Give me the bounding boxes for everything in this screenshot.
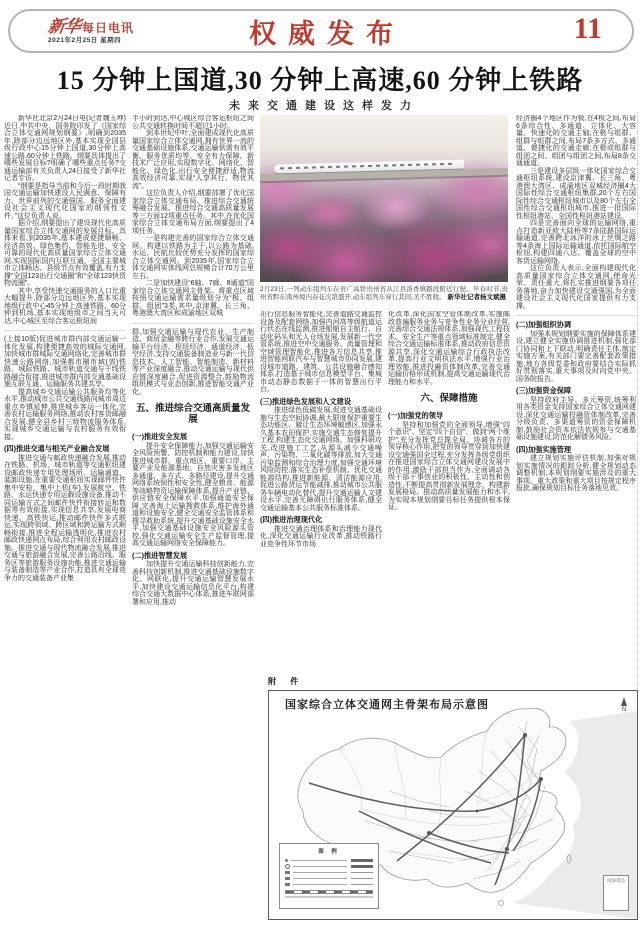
logo-block-text: 每日电讯 (82, 20, 135, 35)
article-paragraph: 新华社北京2月24日电(记者魏玉坤)近日,中共中央、国务院印发了《国家综合立体交通网规划纲要》,明确到2035年,除部分边远地区外,基本实现全国县级行政中心15分钟上国道,30分钟上高速公路,60分钟上铁路。纲要具体提出了哪些发展目标?明确了哪些重点任务?交通运输部有关负责人24日接受了新华社记者专访。 (4, 115, 126, 182)
article-paragraph: 提高城乡交通运输公共服务均等化水平,推动城市公共交通线路向城市周边重点乡镇延伸,推进城乡客运一体化,完善农村运输服务网络,推动农村客货邮融合发展,健全县乡村三级物流服务体系,实现城乡交通运输与农村服务有效衔接。 (4, 388, 126, 441)
article-column-3 (260, 311, 382, 675)
article-paragraph: 三是建设多层级一体化国家综合交通枢纽系统,建设京津冀、长三角、粤港澳大湾区、成渝地区双城经济圈4大国际性综合交通枢纽集群,20个左右国际性综合交通枢纽城市以及80个左右全国性综合交通枢纽城市,推进一批国际性枢纽港站、全国性枢纽港站建设。 (516, 167, 636, 220)
article-paragraph: 坚持和加强党的全面领导,增强“四个意识”、坚定“四个自信”、做到“两个维护”,充分发挥党总揽全局、协调各方的领导核心作用,把党的领导贯穿到加快建设交通强国全过程,充分发挥各级党组织在推进国家综合立体交通网建设发展中的作用,激励干部担当作为,全面调动各级干部干事创业的积极性、主动性和创造性,不断提高贯彻新发展理念、构建新发展格局、推动高质量发展能力和水平,为实现本规划纲要目标任务提供根本保证。 (388, 421, 510, 511)
article-paragraph: 二是加快建设“6轴、7廊、8通道”国家综合立体交通网主骨架。将重点区域按照交通运输需求量级划分为“极、组群、组团”3类,其中,京津冀、长三角、粤港澳大湾区和成渝地区双城 (132, 280, 254, 317)
article-paragraph: 半小时到达,中心城区综合客运枢纽之间公共交通转换时间不超过1小时。 (132, 115, 254, 130)
article-paragraph: 这位负责人表示,全面构建现代化高质量国家综合立体交通网,使命光荣、责任重大,将扎实推进纲要各项任务落地,奋力加快建设交通强国,为全面建设社会主义现代化国家提供有力支撑。 (516, 265, 636, 310)
article-paragraph: 推进交通与邮政快递融合发展,推动在铁路、机场、城市轨道等交通枢纽建设邮政快递专用处理场所、运输通道、装卸设施,在重要交通枢纽实现邮件快件集中安检、集中上机(车),发展航空、铁路、水运快递专用运载设施设备,推动不同运输方式之间邮件快件衔接转运和数据等有效衔接,实现信息共享,发展电商快递、高铁快运,推动邮件快件多式联运,实现跨领域、跨区域和跨运输方式顺畅衔接,推进全程运输透明化,推进农村邮政快递网点布局,综合利用农村邮政设施。推进交通与现代物流融合发展,推进交通与旅游融合发展,完善公路沿线、服务区等旅游服务设施功能,推进交通运输与装备制造等产业合作,打造具有全球竞争力的交通装备产业集 (4, 454, 126, 582)
photo-credit: 新华社记者杨文斌摄 (447, 294, 506, 301)
photo-caption-text: 2月23日,一列动车组列车在贵广高铁贵州省从江县洛香镇路段附近行驶。早春时节,贵州省黔东南州境内春花次第盛开,动车组列车穿行其间,美不胜收。 (260, 286, 508, 301)
article-paragraph: 其中,享受快速交通服务的人口比重大幅提升,除部分边远地区外,基本实现地级行政中心45分钟上高速铁路、60分钟到机场,基本实现地级市之间当天可达,中心城区至综合客运枢纽间 (4, 287, 126, 325)
section-title: 权威发布 (249, 18, 405, 49)
article-paragraph: 推进绿色低碳发展,促进交通基础设施与生态空间协调,最大限度保护重要生态功能区、避让生态环境敏感区,加强永久基本农田保护,实施交通生态修复提升工程,构建生态化交通网络。加强科研攻关,改进施工工艺,从源头减少交通噪声、污染物、二氧化碳等排放,加大交通污染监测和综合治理力度,加强交通环境风险防控,落实生态补偿机制。优化交通能源结构,推进新能源、清洁能源应用,促进公路货运节能减排,推动城市公共服务车辆电动化替代,提升交通运输人文建设水平,完善无障碍出行服务体系,健全交通运输基本公共服务标准体系。 (260, 407, 382, 512)
map-legend-title: 图 例 (318, 849, 340, 855)
article-paragraph: 这位负责人介绍,纲要部署了优化国家综合立体交通布局、推进综合交通统筹融合发展、推进综合交通高质量发展等三方面12项重点任务。其中,在优化国家综合立体交通布局方面,纲要提出了4项任务。 (132, 190, 254, 235)
subsection-heading: (四)加强实施管理 (516, 444, 572, 454)
north-arrow-icon: N (621, 697, 627, 713)
subsection-heading: (二)推进智慧发展 (132, 550, 188, 560)
article-paragraph: 加强本规划纲要实施的保障体系建设,建立健全实施协调推进机制,强化部门协同和上下联动,明确责任主体,制定实施方案,有关部门要完善配套政策措施,地方各级党委和政府要结合实际抓好贯彻落实,重大事项及时向党中央、国务院报告。 (516, 330, 636, 383)
subsection-heading: (二)加强组织协调 (516, 320, 572, 329)
photo-train-spring-blossoms (260, 115, 508, 282)
masthead (8, 9, 634, 53)
article-column-2 (132, 115, 254, 918)
article-divider (4, 330, 126, 331)
attachment-label: 附 件 (268, 677, 305, 686)
article-column-4 (388, 311, 510, 685)
subsection-heading: (三)加强资金保障 (516, 386, 572, 395)
masthead-date: 2021年2月25日 星期四 (48, 36, 122, 44)
section-heading: 六、保障措施 (420, 394, 478, 404)
article-paragraph: 化改革,深化国家空管体制改革,实施邮政普遍服务业务与竞争性业务分业经营,完善综合交通法规体系,加强现代工程技术、安全生产等重点领域标准制定,健全综合交通运输标准体系,推动政府信息资源共享,深化交通运输综合行政执法改革,提高行业文明执法水平,增强行业治理效能,推进投融资体制改革,完善交通运输价格形成机制,提高交通运输现代治理能力和水平。 (388, 311, 510, 386)
article-paragraph: 加快提升交通运输科技创新能力,完善科技创新机制,推进交通基础设施数字化、网联化,提升交通运输智慧发展水平,加快建设交通运输信息化平台,构建综合交通大数据中心体系,推进车联网部署和应用,推动 (132, 561, 254, 606)
article-paragraph: 四是完善面向全球的运输网络,重点打造新亚欧大陆桥等7条陆路国际运输通道,完善跨北冰洋的冰上丝绸之路等4条海上国际运输通道,依托国际航空枢纽,构建四通八达、覆盖全球的空中客货运输网络。 (516, 220, 636, 265)
article-column-5 (516, 115, 636, 687)
map-legend (279, 843, 379, 909)
article-paragraph: 群,加强交通运输与现代农业、生产制造、商贸金融等跨行业合作,发展交通运输平台经济、枢纽经济、通道经济、低空经济,支持交通装备制造业与新一代信息技术、人工智能、智能制造、新材料等产业深度融合,推动交通运输与现代供应链深度融合,促进资源整合,鼓励物流组织模式与业态创新,推进智能交通产业化。 (132, 328, 254, 396)
map-inset-south-china-sea: 南海诸岛 (603, 875, 629, 911)
article-divider (516, 315, 636, 316)
subsection-heading: (四)推进治理现代化 (260, 515, 323, 524)
subsection-heading: (一)加强党的领导 (388, 411, 444, 420)
map-hainan (499, 901, 504, 906)
headline-deck: 未来交通建设这样发力 (229, 100, 419, 112)
main-headline: 15 分钟上国道,30 分钟上高速,60 分钟上铁路 (56, 66, 584, 95)
article-paragraph: 坚持政府主导、多元筹资,统筹利用各类资金支持国家综合立体交通网建设,深化交通运输投融资体制改革,完善分级负责、多渠道筹资的资金保障机制,鼓励社会资本依法依规参与交通基础设施建设,防范化解债务风险。 (516, 396, 636, 441)
map-title: 国家综合立体交通网主骨架布局示意图 (285, 699, 489, 711)
subsection-heading: (四)推进交通与相关产业融合发展 (4, 444, 110, 453)
photo-caption (260, 286, 508, 302)
article-paragraph: 出行信息服务智能化,完善道路交通监控设备及配套网络,加强内河高等级航道运行状态在线监测,推进船舶自主航行、自动化码头和无人仓场发展,发展新一代空管系统,推进空中交通服务、流量管理和空域管理智能化,推进各方信息共享,推进智能网联汽车与智慧城市协同发展,建设城市道路、建筑、公共设施融合感知体系,打造基于城市信息模型平台、集城市动态静态数据于一体的智慧出行平台。 (260, 311, 382, 393)
article-paragraph: 经济圈4个地区作为极,在4极之间,布局6条综合性、多通道、立体化、大容量、快速化的交通主轴;在极与组群、组群与组群之间,布局7条多方式、多通道、便捷化的交通走廊;在极或组群与组团之间、组团与组团之间,布局8条交通通道。 (516, 115, 636, 167)
article-paragraph: “纲要是指导当前和今后一段时期我国交通运输加快建设人民满意、保障有力、世界前列的交通强国、服务全面建设社会主义现代化国家的纲领性文件。”这位负责人说。 (4, 182, 126, 220)
article-paragraph: 据介绍,纲要提出了建设现代化高质量国家综合立体交通网的发展目标。具体来看,到2035年,基本建成便捷顺畅、经济高效、绿色集约、智能先进、安全可靠的现代化高质量国家综合立体交通网,实现国际国内互联互通、全国主要城市立体畅达、县级节点有效覆盖,有力支撑“全国123出行交通圈”和“全球123快货物流圈”。 (4, 220, 126, 287)
article-paragraph: (上接10版)促进城市群内部交通运输一体化发展,构建便捷高效的城际交通网,加快城市群城际交通网络化,完善城市群快速公路网络,加强都市圈市域(郊)铁路、城际铁路、城市轨道交通与干线铁路融合衔接,推进城市群内部交通基础设施互联互通、运输服务共建共享。 (4, 336, 126, 388)
article-divider (132, 323, 254, 324)
subsection-heading: (三)推进绿色发展和人文建设 (260, 396, 352, 406)
map-note-line (285, 896, 373, 898)
map-scale-bar (285, 890, 373, 894)
article-paragraph: 提升安全保障能力,加强交通运输安全风险预警、防控机制和能力建设,加快推进城市群、重点地区、重要口岸、主要产业及能源基地、自然灾害多发地区多通道、多方式、多路径建设,提升交通网络系统韧性和安全性,健全粮食、能源等战略物资运输保障体系,提升产业链、供应链安全保障水平,加强通道安全保障,完善海上运输搜救体系,维护海外通道和设施安全,健全交通安全监管体系和搜寻救助系统,提升交通基础设施安全水平,加强交通基础设施安全风险源头管控,强化交通运输安全生产监督管理,提高交通运输网络安全保障能力。 (132, 442, 254, 547)
page-number: 11 (573, 12, 602, 45)
article-column-1 (4, 115, 126, 918)
article-paragraph: 一是构建完善的国家综合立体交通网。构建以铁路为主干,以公路为基础,水运、民航比较优势充分发挥的国家综合立体交通网。到2035年,国家综合立体交通网实体线网总规模合计70万公里左右。 (132, 235, 254, 280)
map-figure (268, 690, 638, 920)
subsection-heading: (一)推进安全发展 (132, 432, 188, 441)
section-heading: 五、推进综合交通高质量发展 (135, 404, 250, 425)
article-paragraph: 建立规划实施评估机制,加强对规划实施情况的跟踪分析,健全规划动态调整机制,本规划纲要实施涉及的重大事项、重大政策和重大项目按规定程序报批,确保规划目标任务落地见效。 (516, 455, 636, 492)
article-paragraph: 推进交通治理体系和治理能力现代化,深化交通运输行业改革,推动铁路行业竞争性环节市场 (260, 525, 382, 548)
logo-script-text: 新华 (46, 16, 82, 36)
article-paragraph: 到本世纪中叶,全面建成现代化高质量国家综合立体交通网,拥有世界一流的交通基础设施体系,交通运输供需有效平衡、服务优质均等、安全有力保障。新技术广泛应用,实现数字化、网络化、智能化、绿色化,出行安全便捷舒适,物流高效经济可靠,实现“人享其行、物优其流”。 (132, 130, 254, 190)
